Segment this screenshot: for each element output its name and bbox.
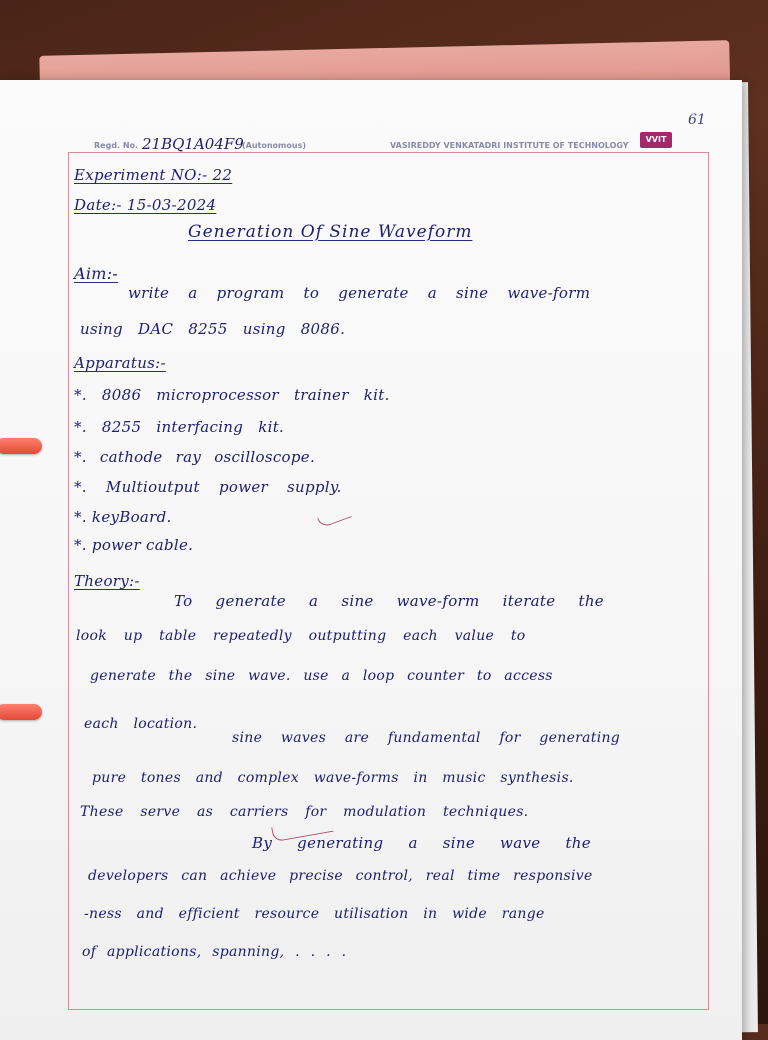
theory-line-5: sine waves are fundamental for generating: [232, 730, 621, 746]
apparatus-item-2: *. 8255 interfacing kit.: [74, 418, 285, 436]
apparatus-item-1: *. 8086 microprocessor trainer kit.: [74, 386, 390, 404]
apparatus-heading: Apparatus:-: [74, 354, 166, 372]
theory-line-4: each location.: [84, 716, 198, 732]
theory-line-10: -ness and efficient resource utilisation in wide range: [84, 906, 545, 922]
theory-line-8: By generating a sine wave the: [252, 834, 591, 852]
theory-line-2: look up table repeatedly outputting each value to: [76, 628, 526, 644]
theory-line-7: These serve as carriers for modulation techniques.: [80, 804, 529, 820]
apparatus-item-4: *. Multioutput power supply.: [74, 478, 342, 496]
experiment-title: Generation Of Sine Waveform: [188, 222, 473, 242]
binder-clip-bottom: [0, 704, 42, 720]
aim-line-2: using DAC 8255 using 8086.: [80, 320, 346, 338]
theory-line-6: pure tones and complex wave-forms in music synthesis.: [92, 770, 574, 786]
apparatus-item-5: *. keyBoard.: [74, 508, 172, 526]
experiment-date: Date:- 15-03-2024: [74, 196, 217, 214]
page-number: 61: [688, 112, 706, 128]
experiment-number: Experiment NO:- 22: [74, 166, 233, 184]
theory-line-9: developers can achieve precise control, real time responsive: [88, 868, 593, 884]
binder-clip-top: [0, 438, 42, 454]
aim-line-1: write a program to generate a sine wave-form: [128, 284, 591, 302]
autonomous-label: (Autonomous): [242, 141, 306, 150]
institute-logo: VVIT: [640, 132, 672, 148]
theory-heading: Theory:-: [74, 572, 140, 590]
theory-line-3: generate the sine wave. use a loop counter to access: [90, 668, 553, 684]
aim-heading: Aim:-: [74, 264, 119, 283]
regd-number: 21BQ1A04F9: [142, 135, 244, 153]
page-header: [94, 134, 674, 154]
apparatus-item-3: *. cathode ray oscilloscope.: [74, 448, 316, 466]
regd-label: Regd. No.: [94, 141, 139, 150]
theory-line-1: To generate a sine wave-form iterate the: [174, 592, 604, 610]
theory-line-11: of applications, spanning, . . . .: [82, 944, 347, 960]
institute-name: VASIREDDY VENKATADRI INSTITUTE OF TECHNOLOGY: [390, 141, 629, 150]
apparatus-item-6: *. power cable.: [74, 536, 194, 554]
